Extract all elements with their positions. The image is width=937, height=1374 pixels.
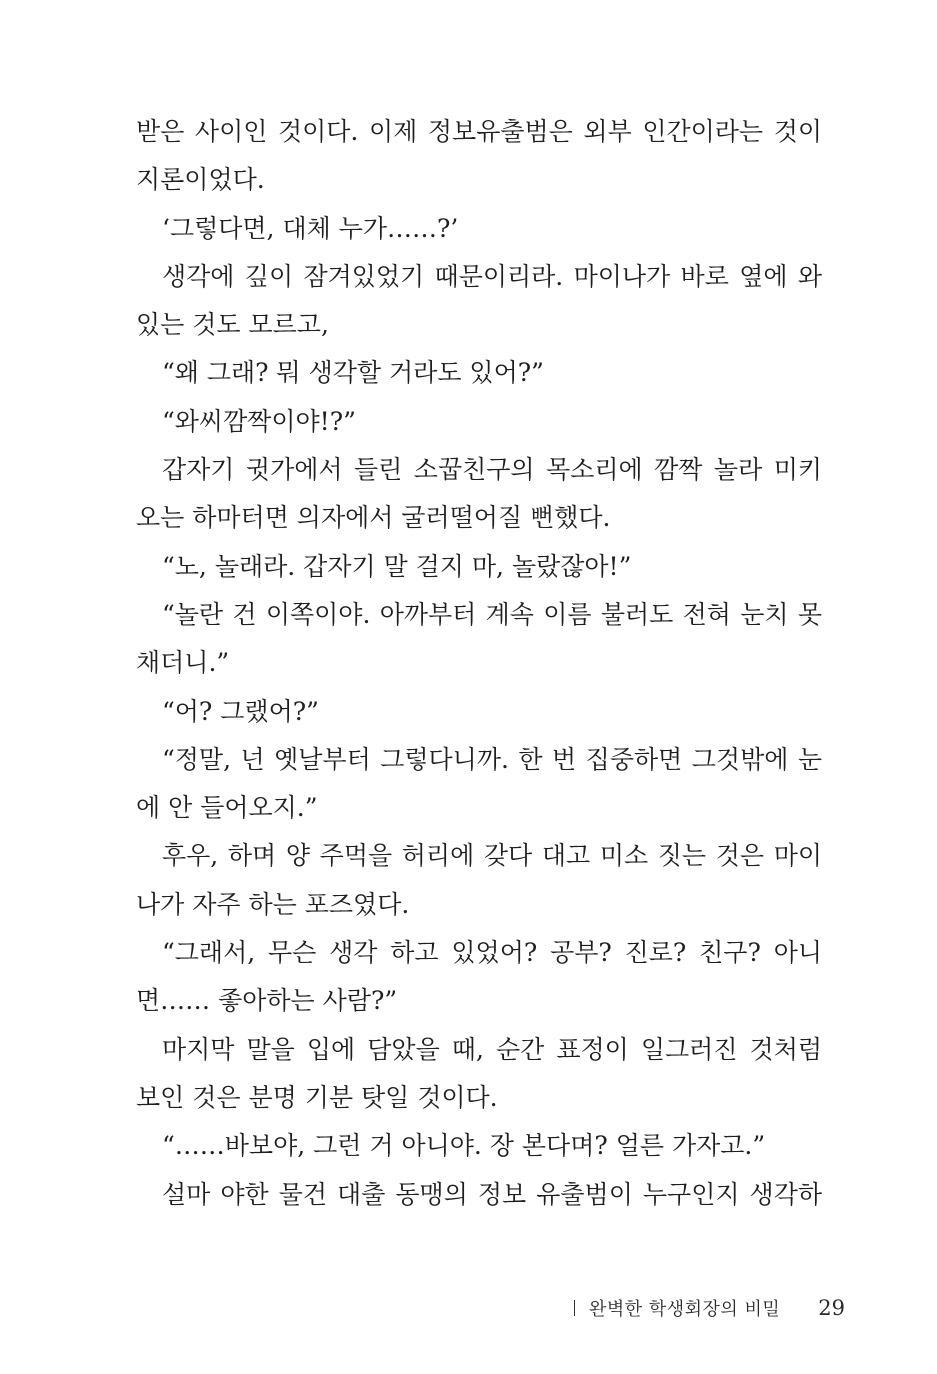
text-line: 보인 것은 분명 기분 탓일 것이다. xyxy=(136,1082,498,1112)
text-line: 마지막 말을 입에 담았을 때, 순간 표정이 일그러진 것처럼 xyxy=(162,1034,822,1064)
text-line: 나가 자주 하는 포즈였다. xyxy=(136,889,410,919)
text-line: 갑자기 귓가에서 들린 소꿉친구의 목소리에 깜짝 놀라 미키 xyxy=(162,455,822,485)
text-line: 설마 야한 물건 대출 동맹의 정보 유출범이 누구인지 생각하 xyxy=(162,1179,822,1209)
page-footer xyxy=(574,1290,845,1326)
text-line: “어? 그랬어?” xyxy=(162,696,319,726)
text-line: “와씨깜짝이야!?” xyxy=(162,406,356,436)
text-line: “정말, 넌 옛날부터 그렇다니까. 한 번 집중하면 그것밖에 눈 xyxy=(162,744,822,774)
text-line: 에 안 들어오지.” xyxy=(136,793,318,823)
text-line: 면…… 좋아하는 사람?” xyxy=(136,986,398,1016)
text-line: 오는 하마터면 의자에서 굴러떨어질 뻔했다. xyxy=(136,503,611,533)
text-line: 생각에 깊이 잠겨있었기 때문이리라. 마이나가 바로 옆에 와 xyxy=(162,261,822,291)
text-line: “왜 그래? 뭐 생각할 거라도 있어?” xyxy=(162,358,544,388)
running-title: 완벽한 학생회장의 비밀 xyxy=(588,1299,781,1320)
text-line: “……바보야, 그런 거 아니야. 장 본다며? 얼른 가자고.” xyxy=(162,1131,766,1161)
text-line: 지론이었다. xyxy=(136,165,265,195)
text-line: “그래서, 무슨 생각 하고 있었어? 공부? 진로? 친구? 아니 xyxy=(162,938,822,968)
footer-divider xyxy=(574,1300,575,1316)
text-line: “놀란 건 이쪽이야. 아까부터 계속 이름 불러도 전혀 눈치 못 xyxy=(162,599,822,629)
text-line: “노, 놀래라. 갑자기 말 걸지 마, 놀랐잖아!” xyxy=(162,551,632,581)
text-line: 채더니.” xyxy=(136,648,230,678)
body-text xyxy=(136,108,822,1219)
text-line: 후우, 하며 양 주먹을 허리에 갖다 대고 미소 짓는 것은 마이 xyxy=(162,841,822,871)
text-line: 있는 것도 모르고, xyxy=(136,310,329,340)
text-line: ‘그렇다면, 대체 누가……?’ xyxy=(162,213,459,243)
page-number: 29 xyxy=(818,1296,845,1320)
text-line: 받은 사이인 것이다. 이제 정보유출범은 외부 인간이라는 것이 xyxy=(136,117,822,146)
